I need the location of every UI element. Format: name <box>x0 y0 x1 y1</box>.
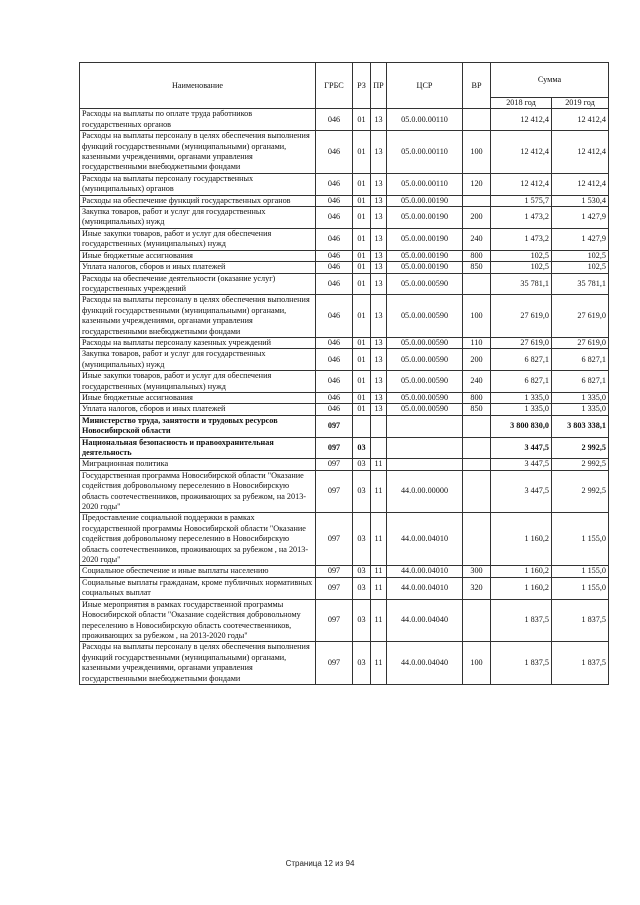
cell-pr: 13 <box>371 131 387 174</box>
cell-rz: 01 <box>353 349 371 371</box>
cell-sum-2018: 1 575,7 <box>491 195 552 206</box>
cell-name: Иные закупки товаров, работ и услуг для обеспечения государственных (муниципальных) нужд <box>80 228 316 250</box>
cell-sum-2018: 3 447,5 <box>491 459 552 470</box>
cell-pr: 11 <box>371 513 387 566</box>
cell-name: Расходы на выплаты персоналу государственных (муниципальных) органов <box>80 173 316 195</box>
table-row <box>80 415 609 437</box>
cell-csr <box>387 459 463 470</box>
col-header-2019: 2019 год <box>552 98 609 109</box>
cell-grbs: 046 <box>316 404 353 415</box>
cell-csr: 05.0.00.00590 <box>387 404 463 415</box>
table-row <box>80 109 609 131</box>
cell-vr: 800 <box>463 250 491 261</box>
cell-name: Министерство труда, занятости и трудовых ресурсов Новосибирской области <box>80 415 316 437</box>
cell-csr <box>387 437 463 459</box>
cell-name: Социальное обеспечение и иные выплаты населению <box>80 566 316 577</box>
cell-sum-2018: 6 827,1 <box>491 349 552 371</box>
cell-sum-2018: 27 619,0 <box>491 295 552 338</box>
cell-vr <box>463 599 491 642</box>
cell-vr: 240 <box>463 228 491 250</box>
table-row <box>80 599 609 642</box>
table-row <box>80 195 609 206</box>
cell-csr: 05.0.00.00590 <box>387 392 463 403</box>
cell-sum-2019: 102,5 <box>552 262 609 273</box>
cell-csr: 05.0.00.00110 <box>387 131 463 174</box>
cell-pr: 13 <box>371 349 387 371</box>
cell-csr: 44.0.00.04010 <box>387 577 463 599</box>
cell-vr <box>463 415 491 437</box>
col-header-rz: РЗ <box>353 63 371 109</box>
cell-sum-2018: 1 837,5 <box>491 599 552 642</box>
cell-csr: 05.0.00.00190 <box>387 228 463 250</box>
table-row <box>80 470 609 513</box>
cell-sum-2018: 1 160,2 <box>491 566 552 577</box>
cell-pr: 13 <box>371 109 387 131</box>
cell-rz: 01 <box>353 404 371 415</box>
cell-sum-2018: 3 447,5 <box>491 470 552 513</box>
cell-sum-2019: 1 335,0 <box>552 404 609 415</box>
cell-csr: 05.0.00.00190 <box>387 250 463 261</box>
cell-grbs: 046 <box>316 295 353 338</box>
cell-vr: 100 <box>463 295 491 338</box>
cell-sum-2019: 1 155,0 <box>552 513 609 566</box>
table-row <box>80 295 609 338</box>
cell-pr: 11 <box>371 470 387 513</box>
cell-csr: 44.0.00.04010 <box>387 513 463 566</box>
col-header-vr: ВР <box>463 63 491 109</box>
cell-sum-2019: 12 412,4 <box>552 173 609 195</box>
cell-grbs: 046 <box>316 195 353 206</box>
cell-rz: 01 <box>353 371 371 393</box>
cell-sum-2019: 6 827,1 <box>552 371 609 393</box>
cell-pr: 13 <box>371 371 387 393</box>
cell-rz <box>353 415 371 437</box>
cell-name: Иные мероприятия в рамках государственной программы Новосибирской области "Оказание содействия добровольному переселению в Новосибирскую область соотечественников, проживающих за рубежом , на 2013-2020 годы" <box>80 599 316 642</box>
cell-pr: 11 <box>371 577 387 599</box>
cell-name: Предоставление социальной поддержки в рамках государственной программы Новосибирской области "Оказание содействия добровольному переселению в Новосибирскую область соотечественников, проживающих за рубежом , на 2013-2020 годы" <box>80 513 316 566</box>
cell-vr <box>463 470 491 513</box>
cell-vr <box>463 273 491 295</box>
cell-csr: 05.0.00.00190 <box>387 207 463 229</box>
table-row <box>80 404 609 415</box>
cell-csr <box>387 415 463 437</box>
cell-rz: 01 <box>353 392 371 403</box>
cell-rz: 01 <box>353 228 371 250</box>
cell-grbs: 097 <box>316 415 353 437</box>
cell-vr <box>463 195 491 206</box>
cell-grbs: 097 <box>316 566 353 577</box>
cell-sum-2018: 35 781,1 <box>491 273 552 295</box>
table-row <box>80 371 609 393</box>
cell-name: Расходы на выплаты по оплате труда работников государственных органов <box>80 109 316 131</box>
table-row <box>80 392 609 403</box>
cell-rz: 01 <box>353 337 371 348</box>
cell-pr: 11 <box>371 459 387 470</box>
cell-sum-2019: 102,5 <box>552 250 609 261</box>
cell-vr: 110 <box>463 337 491 348</box>
cell-rz: 03 <box>353 577 371 599</box>
cell-name: Расходы на выплаты персоналу в целях обеспечения выполнения функций государственными (муниципальными) органами, казенными учреждениями, органами управления государственными внебюджетными фондами <box>80 295 316 338</box>
cell-sum-2019: 2 992,5 <box>552 437 609 459</box>
cell-vr: 300 <box>463 566 491 577</box>
cell-sum-2018: 1 473,2 <box>491 228 552 250</box>
cell-sum-2019: 1 155,0 <box>552 577 609 599</box>
cell-csr: 44.0.00.00000 <box>387 470 463 513</box>
col-header-2018: 2018 год <box>491 98 552 109</box>
cell-rz: 01 <box>353 109 371 131</box>
cell-sum-2018: 1 160,2 <box>491 577 552 599</box>
cell-csr: 05.0.00.00590 <box>387 371 463 393</box>
cell-vr: 320 <box>463 577 491 599</box>
table-row <box>80 642 609 685</box>
cell-grbs: 097 <box>316 459 353 470</box>
cell-name: Иные закупки товаров, работ и услуг для обеспечения государственных (муниципальных) нужд <box>80 371 316 393</box>
cell-rz: 01 <box>353 195 371 206</box>
cell-sum-2019: 35 781,1 <box>552 273 609 295</box>
cell-pr: 13 <box>371 195 387 206</box>
cell-vr: 100 <box>463 642 491 685</box>
cell-csr: 05.0.00.00190 <box>387 195 463 206</box>
table-row <box>80 131 609 174</box>
cell-rz: 01 <box>353 273 371 295</box>
table-row <box>80 566 609 577</box>
cell-rz: 01 <box>353 250 371 261</box>
table-row <box>80 437 609 459</box>
cell-name: Уплата налогов, сборов и иных платежей <box>80 262 316 273</box>
cell-pr: 13 <box>371 228 387 250</box>
cell-sum-2018: 1 335,0 <box>491 404 552 415</box>
cell-rz: 03 <box>353 459 371 470</box>
cell-vr <box>463 513 491 566</box>
cell-pr: 11 <box>371 642 387 685</box>
cell-csr: 05.0.00.00110 <box>387 173 463 195</box>
cell-rz: 01 <box>353 295 371 338</box>
cell-rz: 03 <box>353 470 371 513</box>
col-header-csr: ЦСР <box>387 63 463 109</box>
cell-pr: 13 <box>371 173 387 195</box>
cell-vr: 850 <box>463 404 491 415</box>
cell-sum-2019: 1 837,5 <box>552 642 609 685</box>
col-header-sum: Сумма <box>491 63 609 98</box>
cell-name: Расходы на обеспечение деятельности (оказание услуг) государственных учреждений <box>80 273 316 295</box>
cell-sum-2018: 12 412,4 <box>491 109 552 131</box>
cell-grbs: 046 <box>316 349 353 371</box>
table-row <box>80 349 609 371</box>
cell-csr: 05.0.00.00190 <box>387 262 463 273</box>
cell-vr: 850 <box>463 262 491 273</box>
cell-grbs: 046 <box>316 207 353 229</box>
cell-sum-2019: 3 803 338,1 <box>552 415 609 437</box>
cell-name: Иные бюджетные ассигнования <box>80 250 316 261</box>
cell-sum-2019: 2 992,5 <box>552 459 609 470</box>
cell-sum-2019: 1 335,0 <box>552 392 609 403</box>
cell-grbs: 046 <box>316 228 353 250</box>
cell-pr: 13 <box>371 392 387 403</box>
cell-grbs: 046 <box>316 109 353 131</box>
cell-name: Иные бюджетные ассигнования <box>80 392 316 403</box>
cell-sum-2019: 1 427,9 <box>552 228 609 250</box>
cell-vr: 100 <box>463 131 491 174</box>
cell-grbs: 097 <box>316 642 353 685</box>
cell-csr: 05.0.00.00590 <box>387 337 463 348</box>
cell-sum-2018: 3 800 830,0 <box>491 415 552 437</box>
cell-sum-2019: 1 155,0 <box>552 566 609 577</box>
cell-vr: 120 <box>463 173 491 195</box>
col-header-grbs: ГРБС <box>316 63 353 109</box>
cell-sum-2018: 12 412,4 <box>491 173 552 195</box>
cell-rz: 03 <box>353 513 371 566</box>
cell-pr: 13 <box>371 207 387 229</box>
cell-grbs: 046 <box>316 392 353 403</box>
cell-name: Расходы на выплаты персоналу в целях обеспечения выполнения функций государственными (муниципальными) органами, казенными учреждениями, органами управления государственными внебюджетными фондами <box>80 642 316 685</box>
cell-pr: 13 <box>371 273 387 295</box>
cell-grbs: 097 <box>316 577 353 599</box>
cell-grbs: 097 <box>316 470 353 513</box>
cell-pr <box>371 415 387 437</box>
cell-grbs: 046 <box>316 337 353 348</box>
cell-csr: 44.0.00.04040 <box>387 599 463 642</box>
cell-sum-2018: 3 447,5 <box>491 437 552 459</box>
cell-sum-2019: 12 412,4 <box>552 131 609 174</box>
cell-name: Закупка товаров, работ и услуг для государственных (муниципальных) нужд <box>80 349 316 371</box>
cell-sum-2019: 2 992,5 <box>552 470 609 513</box>
cell-name: Уплата налогов, сборов и иных платежей <box>80 404 316 415</box>
table-row <box>80 262 609 273</box>
cell-csr: 44.0.00.04040 <box>387 642 463 685</box>
table-row <box>80 577 609 599</box>
cell-csr: 44.0.00.04010 <box>387 566 463 577</box>
cell-vr: 800 <box>463 392 491 403</box>
cell-vr: 240 <box>463 371 491 393</box>
cell-rz: 03 <box>353 599 371 642</box>
cell-sum-2018: 27 619,0 <box>491 337 552 348</box>
cell-name: Расходы на выплаты персоналу казенных учреждений <box>80 337 316 348</box>
cell-sum-2019: 12 412,4 <box>552 109 609 131</box>
cell-pr: 11 <box>371 599 387 642</box>
table-row <box>80 513 609 566</box>
cell-grbs: 046 <box>316 371 353 393</box>
cell-csr: 05.0.00.00590 <box>387 295 463 338</box>
cell-rz: 01 <box>353 262 371 273</box>
cell-vr: 200 <box>463 207 491 229</box>
table-row <box>80 207 609 229</box>
cell-csr: 05.0.00.00110 <box>387 109 463 131</box>
cell-sum-2018: 102,5 <box>491 262 552 273</box>
cell-pr: 13 <box>371 404 387 415</box>
cell-name: Социальные выплаты гражданам, кроме публичных нормативных социальных выплат <box>80 577 316 599</box>
cell-name: Государственная программа Новосибирской области "Оказание содействия добровольному переселению в Новосибирскую область соотечественников, проживающих за рубежом, на 2013-2020 годы" <box>80 470 316 513</box>
table-body <box>80 109 609 685</box>
cell-vr <box>463 109 491 131</box>
table-row <box>80 173 609 195</box>
cell-name: Расходы на обеспечение функций государственных органов <box>80 195 316 206</box>
table-row <box>80 337 609 348</box>
cell-vr <box>463 459 491 470</box>
cell-grbs: 097 <box>316 437 353 459</box>
cell-pr: 13 <box>371 337 387 348</box>
cell-vr <box>463 437 491 459</box>
cell-sum-2018: 1 335,0 <box>491 392 552 403</box>
cell-sum-2019: 1 427,9 <box>552 207 609 229</box>
cell-sum-2018: 1 837,5 <box>491 642 552 685</box>
cell-sum-2018: 6 827,1 <box>491 371 552 393</box>
cell-vr: 200 <box>463 349 491 371</box>
table-header <box>80 63 609 109</box>
cell-csr: 05.0.00.00590 <box>387 273 463 295</box>
budget-table-container <box>79 62 608 685</box>
cell-grbs: 046 <box>316 250 353 261</box>
cell-sum-2019: 27 619,0 <box>552 337 609 348</box>
cell-grbs: 046 <box>316 273 353 295</box>
cell-sum-2019: 1 530,4 <box>552 195 609 206</box>
table-row <box>80 228 609 250</box>
page-number: Страница 12 из 94 <box>285 859 355 868</box>
cell-rz: 03 <box>353 437 371 459</box>
cell-sum-2018: 1 473,2 <box>491 207 552 229</box>
cell-sum-2018: 1 160,2 <box>491 513 552 566</box>
cell-sum-2019: 1 837,5 <box>552 599 609 642</box>
cell-pr: 13 <box>371 262 387 273</box>
cell-pr: 13 <box>371 295 387 338</box>
cell-name: Миграционная политика <box>80 459 316 470</box>
cell-rz: 01 <box>353 207 371 229</box>
cell-pr: 13 <box>371 250 387 261</box>
cell-csr: 05.0.00.00590 <box>387 349 463 371</box>
col-header-pr: ПР <box>371 63 387 109</box>
cell-rz: 01 <box>353 173 371 195</box>
cell-sum-2019: 27 619,0 <box>552 295 609 338</box>
cell-name: Закупка товаров, работ и услуг для государственных (муниципальных) нужд <box>80 207 316 229</box>
table-row <box>80 459 609 470</box>
budget-table <box>79 62 609 685</box>
cell-pr <box>371 437 387 459</box>
cell-grbs: 097 <box>316 513 353 566</box>
cell-grbs: 046 <box>316 173 353 195</box>
cell-grbs: 046 <box>316 131 353 174</box>
col-header-name: Наименование <box>80 63 316 109</box>
cell-grbs: 046 <box>316 262 353 273</box>
cell-sum-2019: 6 827,1 <box>552 349 609 371</box>
cell-name: Национальная безопасность и правоохранительная деятельность <box>80 437 316 459</box>
cell-pr: 11 <box>371 566 387 577</box>
cell-rz: 03 <box>353 566 371 577</box>
cell-name: Расходы на выплаты персоналу в целях обеспечения выполнения функций государственными (муниципальными) органами, казенными учреждениями, органами управления государственными внебюджетными фондами <box>80 131 316 174</box>
cell-sum-2018: 102,5 <box>491 250 552 261</box>
cell-rz: 01 <box>353 131 371 174</box>
cell-grbs: 097 <box>316 599 353 642</box>
cell-sum-2018: 12 412,4 <box>491 131 552 174</box>
table-row <box>80 273 609 295</box>
cell-rz: 03 <box>353 642 371 685</box>
table-row <box>80 250 609 261</box>
